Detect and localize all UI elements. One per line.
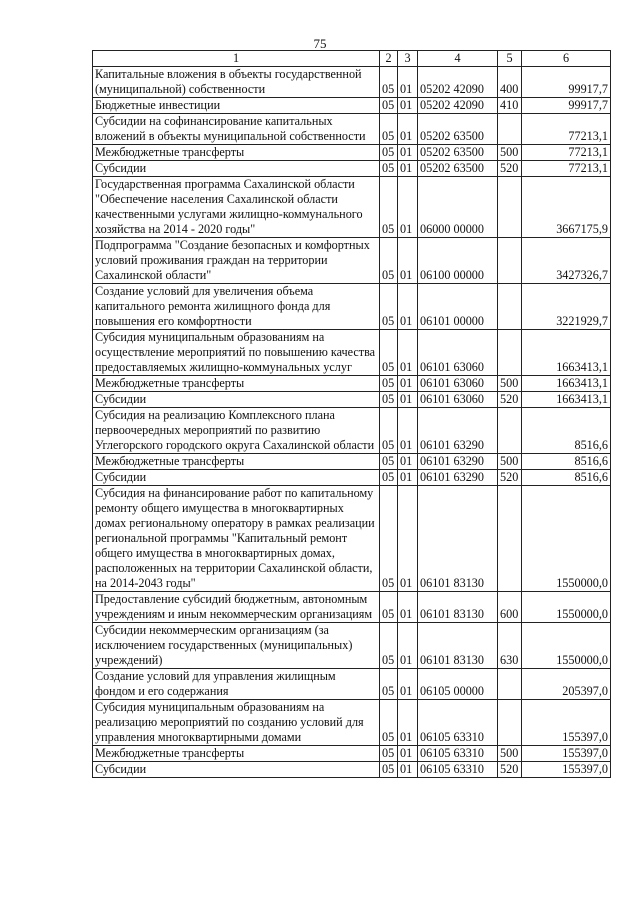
cell-expense-type: 520 [498, 161, 522, 177]
cell-section: 05 [380, 592, 398, 623]
cell-expense-type: 500 [498, 145, 522, 161]
cell-subsection: 01 [398, 700, 418, 746]
cell-expense-type: 500 [498, 376, 522, 392]
cell-target-article: 06105 63310 [418, 700, 498, 746]
cell-section: 05 [380, 161, 398, 177]
table-row [93, 376, 611, 392]
cell-amount: 1550000,0 [522, 623, 611, 669]
cell-subsection: 01 [398, 330, 418, 376]
cell-subsection: 01 [398, 669, 418, 700]
cell-section: 05 [380, 145, 398, 161]
table-row [93, 700, 611, 746]
cell-subsection: 01 [398, 762, 418, 778]
page-number: 75 [313, 36, 327, 51]
cell-subsection: 01 [398, 98, 418, 114]
cell-name: Субсидия муниципальным образованиям на реализацию мероприятий по созданию условий для управления многоквартирными домами [93, 700, 380, 746]
cell-section: 05 [380, 392, 398, 408]
cell-amount: 8516,6 [522, 454, 611, 470]
cell-name: Межбюджетные трансферты [93, 746, 380, 762]
table-row [93, 762, 611, 778]
header-col-3: 3 [398, 51, 418, 67]
cell-expense-type: 410 [498, 98, 522, 114]
cell-target-article: 05202 63500 [418, 114, 498, 145]
cell-target-article: 06101 63060 [418, 392, 498, 408]
cell-name: Создание условий для увеличения объема капитального ремонта жилищного фонда для повышения его комфортности [93, 284, 380, 330]
header-col-6: 6 [522, 51, 611, 67]
cell-name: Межбюджетные трансферты [93, 376, 380, 392]
cell-subsection: 01 [398, 284, 418, 330]
table-row [93, 145, 611, 161]
cell-expense-type: 400 [498, 67, 522, 98]
cell-section: 05 [380, 700, 398, 746]
cell-section: 05 [380, 408, 398, 454]
cell-expense-type [498, 284, 522, 330]
cell-section: 05 [380, 330, 398, 376]
cell-section: 05 [380, 376, 398, 392]
cell-target-article: 06105 63310 [418, 746, 498, 762]
cell-subsection: 01 [398, 392, 418, 408]
cell-subsection: 01 [398, 161, 418, 177]
cell-section: 05 [380, 114, 398, 145]
cell-target-article: 06101 63060 [418, 376, 498, 392]
cell-subsection: 01 [398, 376, 418, 392]
table-row [93, 408, 611, 454]
cell-expense-type [498, 330, 522, 376]
cell-amount: 77213,1 [522, 114, 611, 145]
cell-expense-type [498, 114, 522, 145]
cell-name: Капитальные вложения в объекты государственной (муниципальной) собственности [93, 67, 380, 98]
table-row [93, 330, 611, 376]
cell-amount: 99917,7 [522, 67, 611, 98]
cell-amount: 1663413,1 [522, 330, 611, 376]
cell-name: Бюджетные инвестиции [93, 98, 380, 114]
cell-section: 05 [380, 623, 398, 669]
cell-target-article: 06101 00000 [418, 284, 498, 330]
cell-subsection: 01 [398, 238, 418, 284]
cell-name: Межбюджетные трансферты [93, 145, 380, 161]
cell-subsection: 01 [398, 470, 418, 486]
cell-section: 05 [380, 762, 398, 778]
cell-name: Субсидии [93, 161, 380, 177]
cell-expense-type [498, 700, 522, 746]
cell-name: Государственная программа Сахалинской области "Обеспечение населения Сахалинской области качественными услугами жилищно-коммунального хозяйства на 2014 - 2020 годы" [93, 177, 380, 238]
table-row [93, 284, 611, 330]
cell-amount: 1550000,0 [522, 486, 611, 592]
cell-expense-type [498, 486, 522, 592]
cell-expense-type: 600 [498, 592, 522, 623]
cell-target-article: 06105 63310 [418, 762, 498, 778]
cell-target-article: 05202 42090 [418, 67, 498, 98]
cell-amount: 77213,1 [522, 161, 611, 177]
table-row [93, 98, 611, 114]
table-row [93, 592, 611, 623]
cell-name: Межбюджетные трансферты [93, 454, 380, 470]
cell-section: 05 [380, 98, 398, 114]
table-row [93, 470, 611, 486]
cell-section: 05 [380, 486, 398, 592]
header-col-4: 4 [418, 51, 498, 67]
table-row [93, 238, 611, 284]
cell-target-article: 06101 83130 [418, 592, 498, 623]
cell-expense-type: 500 [498, 454, 522, 470]
header-row [93, 51, 611, 67]
header-col-1: 1 [93, 51, 380, 67]
cell-subsection: 01 [398, 454, 418, 470]
cell-section: 05 [380, 669, 398, 700]
table-row [93, 392, 611, 408]
cell-amount: 3221929,7 [522, 284, 611, 330]
cell-subsection: 01 [398, 486, 418, 592]
cell-subsection: 01 [398, 592, 418, 623]
cell-target-article: 06000 00000 [418, 177, 498, 238]
cell-expense-type [498, 238, 522, 284]
table-row [93, 454, 611, 470]
cell-amount: 1550000,0 [522, 592, 611, 623]
cell-name: Субсидии [93, 762, 380, 778]
cell-name: Подпрограмма "Создание безопасных и комфортных условий проживания граждан на территории Сахалинской области" [93, 238, 380, 284]
cell-amount: 155397,0 [522, 700, 611, 746]
cell-amount: 1663413,1 [522, 376, 611, 392]
cell-expense-type: 500 [498, 746, 522, 762]
cell-name: Субсидия на реализацию Комплексного плана первоочередных мероприятий по развитию Углегорского городского округа Сахалинской области [93, 408, 380, 454]
cell-amount: 3427326,7 [522, 238, 611, 284]
cell-section: 05 [380, 238, 398, 284]
cell-amount: 99917,7 [522, 98, 611, 114]
cell-amount: 205397,0 [522, 669, 611, 700]
cell-amount: 77213,1 [522, 145, 611, 161]
cell-amount: 155397,0 [522, 746, 611, 762]
table-row [93, 177, 611, 238]
cell-name: Субсидия муниципальным образованиям на осуществление мероприятий по повышению качества предоставляемых жилищно-коммунальных услуг [93, 330, 380, 376]
table-row [93, 114, 611, 145]
header-col-2: 2 [380, 51, 398, 67]
cell-subsection: 01 [398, 177, 418, 238]
cell-name: Субсидии [93, 392, 380, 408]
cell-section: 05 [380, 454, 398, 470]
cell-target-article: 06101 63290 [418, 408, 498, 454]
cell-section: 05 [380, 177, 398, 238]
cell-target-article: 05202 42090 [418, 98, 498, 114]
cell-expense-type: 630 [498, 623, 522, 669]
cell-target-article: 06100 00000 [418, 238, 498, 284]
cell-target-article: 05202 63500 [418, 145, 498, 161]
cell-target-article: 06101 63290 [418, 470, 498, 486]
cell-subsection: 01 [398, 746, 418, 762]
header-col-5: 5 [498, 51, 522, 67]
cell-expense-type [498, 408, 522, 454]
cell-subsection: 01 [398, 114, 418, 145]
table-row [93, 746, 611, 762]
cell-amount: 8516,6 [522, 408, 611, 454]
cell-expense-type: 520 [498, 762, 522, 778]
cell-target-article: 06101 83130 [418, 623, 498, 669]
table-row [93, 161, 611, 177]
cell-section: 05 [380, 746, 398, 762]
cell-target-article: 06101 63290 [418, 454, 498, 470]
cell-name: Субсидии на софинансирование капитальных вложений в объекты муниципальной собственности [93, 114, 380, 145]
cell-expense-type: 520 [498, 470, 522, 486]
cell-target-article: 06105 00000 [418, 669, 498, 700]
cell-subsection: 01 [398, 67, 418, 98]
cell-subsection: 01 [398, 623, 418, 669]
cell-expense-type: 520 [498, 392, 522, 408]
cell-name: Создание условий для управления жилищным фондом и его содержания [93, 669, 380, 700]
table-row [93, 669, 611, 700]
cell-subsection: 01 [398, 145, 418, 161]
table-row [93, 67, 611, 98]
cell-name: Субсидия на финансирование работ по капитальному ремонту общего имущества в многоквартирных домах региональному оператору в рамках реализации региональной программы "Капитальный ремонт общего имущества в многоквартирных домах, расположенных на территории Сахалинской области, на 2014-2043 годы" [93, 486, 380, 592]
cell-section: 05 [380, 470, 398, 486]
cell-subsection: 01 [398, 408, 418, 454]
cell-section: 05 [380, 67, 398, 98]
table-row [93, 486, 611, 592]
table-row [93, 623, 611, 669]
cell-name: Субсидии некоммерческим организациям (за исключением государственных (муниципальных) учреждений) [93, 623, 380, 669]
cell-target-article: 06101 83130 [418, 486, 498, 592]
table-body [93, 67, 611, 778]
budget-table [92, 50, 611, 778]
cell-expense-type [498, 177, 522, 238]
cell-amount: 1663413,1 [522, 392, 611, 408]
cell-target-article: 06101 63060 [418, 330, 498, 376]
cell-amount: 3667175,9 [522, 177, 611, 238]
cell-name: Субсидии [93, 470, 380, 486]
cell-name: Предоставление субсидий бюджетным, автономным учреждениям и иным некоммерческим организациям [93, 592, 380, 623]
cell-amount: 8516,6 [522, 470, 611, 486]
cell-expense-type [498, 669, 522, 700]
cell-section: 05 [380, 284, 398, 330]
cell-amount: 155397,0 [522, 762, 611, 778]
cell-target-article: 05202 63500 [418, 161, 498, 177]
